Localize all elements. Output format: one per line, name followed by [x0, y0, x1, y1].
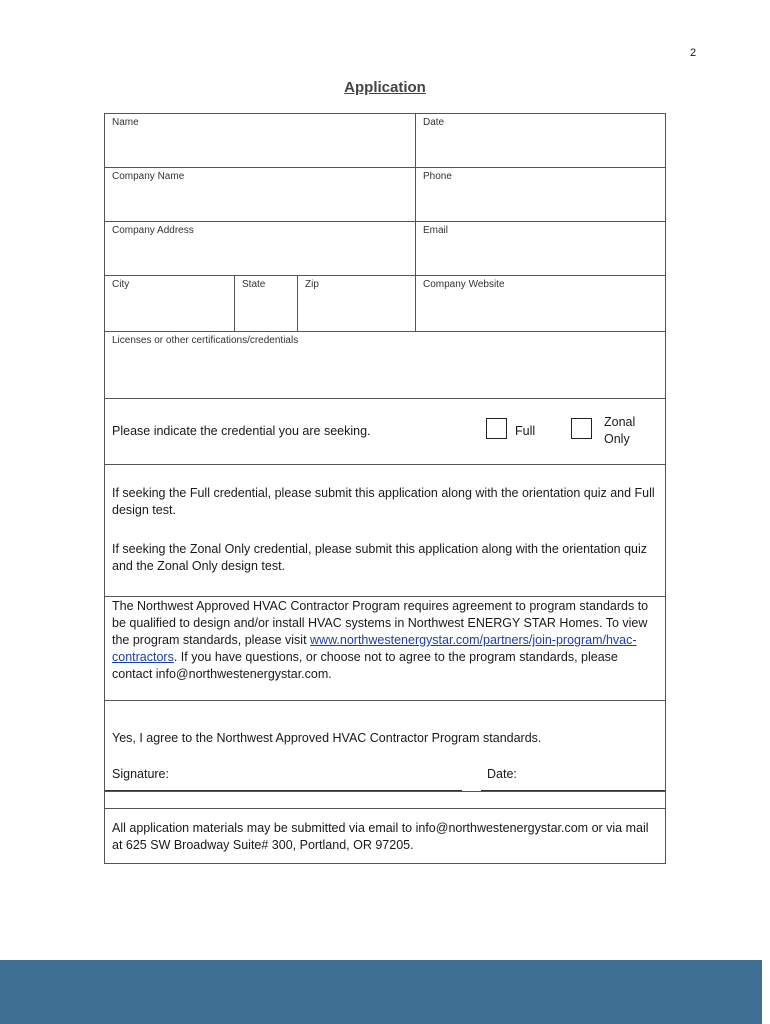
signature-line[interactable] [105, 788, 462, 791]
name-label: Name [112, 117, 139, 128]
credential-prompt: Please indicate the credential you are seeking. [112, 424, 371, 438]
agreement-statement: Yes, I agree to the Northwest Approved HVAC Contractor Program standards. [112, 731, 542, 745]
company-website-field[interactable] [415, 276, 665, 331]
zip-label: Zip [305, 279, 319, 290]
address-email-row [105, 222, 665, 276]
city-label: City [112, 279, 130, 290]
name-date-row [105, 114, 665, 168]
phone-label: Phone [423, 171, 452, 182]
zonal-only-label: Zonal Only [604, 415, 636, 446]
name-field[interactable] [105, 114, 415, 167]
licenses-field[interactable] [105, 332, 665, 398]
email-label: Email [423, 225, 449, 236]
full-label: Full [515, 424, 536, 438]
signature-row [105, 701, 665, 792]
full-checkbox[interactable] [486, 418, 507, 439]
credential-row [105, 399, 665, 465]
zip-field[interactable] [297, 276, 415, 331]
footer-band [0, 960, 762, 1024]
agreement-text: The Northwest Approved HVAC Contractor Program requires agreement to program standards to be qualified to design and/or install HVAC systems in Northwest ENERGY STAR Homes. To view the program standards, please visit [112, 599, 649, 647]
phone-field[interactable] [415, 168, 665, 221]
company-name-label: Company Name [112, 171, 185, 182]
page-number: 2 [690, 47, 697, 59]
date-label: Date [423, 117, 445, 128]
company-phone-row [105, 168, 665, 222]
program-standards-link[interactable]: www.northwestenergystar.com/partners/join-program/hvac-contractors [112, 633, 637, 664]
submission-row [105, 809, 665, 863]
agreement-contact-text: . If you have questions, or choose not to agree to the program standards, please contact info@northwestenergystar.com. [112, 650, 618, 681]
company-name-field[interactable] [105, 168, 415, 221]
licenses-row [105, 332, 665, 399]
instructions-row [105, 465, 665, 597]
city-state-zip-row [105, 276, 665, 332]
zonal-only-checkbox[interactable] [571, 418, 592, 439]
signature-date-line[interactable] [481, 788, 665, 791]
date-field[interactable] [415, 114, 665, 167]
company-website-label: Company Website [423, 279, 505, 290]
signature-label: Signature: [112, 767, 169, 781]
zonal-instructions: If seeking the Zonal Only credential, please submit this application along with the orientation quiz and the Zonal Only design test. [112, 542, 648, 573]
licenses-label: Licenses or other certifications/credentials [112, 335, 299, 346]
state-label: State [242, 279, 266, 290]
spacer-row [105, 792, 665, 809]
submission-text: All application materials may be submitted via email to info@northwestenergystar.com or via mail at 625 SW Broadway Suite# 300, Portland, OR 97205. [112, 821, 649, 852]
company-address-field[interactable] [105, 222, 415, 275]
page-title: Application [344, 79, 426, 96]
state-field[interactable] [234, 276, 297, 331]
signature-date-label: Date: [487, 767, 517, 781]
company-address-label: Company Address [112, 225, 194, 236]
city-field[interactable] [105, 276, 234, 331]
full-instructions: If seeking the Full credential, please submit this application along with the orientation quiz and Full design test. [112, 486, 655, 517]
application-form [104, 113, 666, 864]
agreement-row [105, 597, 665, 701]
email-field[interactable] [415, 222, 665, 275]
